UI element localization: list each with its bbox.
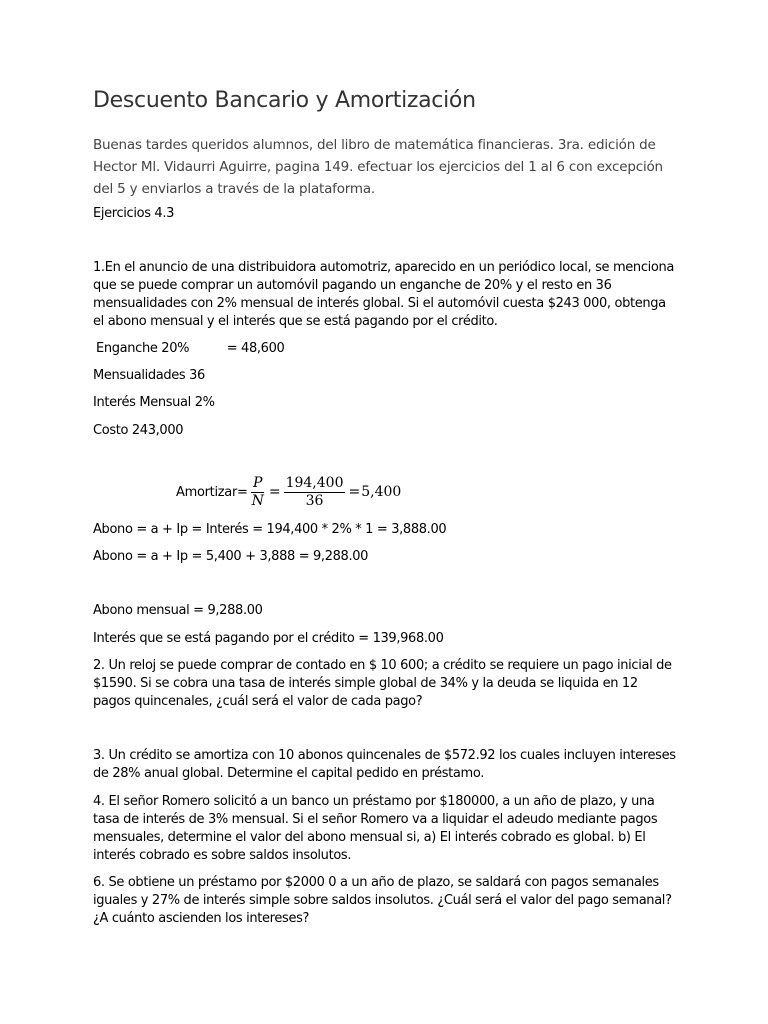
exercise-3-statement: 3. Un crédito se amortiza con 10 abonos quincenales de $572.92 los cuales incluyen intereses de 28% anual global. Determine el capital pedido en préstamo. — [93, 748, 676, 781]
fraction-numerator-value: 194,400 — [285, 474, 344, 491]
page-title: Descuento Bancario y Amortización — [93, 88, 476, 113]
abono-formula-2: Abono = a + Ip = 5,400 + 3,888 = 9,288.00 — [93, 549, 369, 564]
section-heading: Ejercicios 4.3 — [93, 206, 175, 221]
abono-mensual: Abono mensual = 9,288.00 — [93, 603, 263, 618]
exercise-2-statement: 2. Un reloj se puede comprar de contado en $ 10 600; a crédito se requiere un pago inicial de $1590. Si se cobra una tasa de interés simple global de 34% y la deuda se liquida en 12 pagos quincenales, ¿cuál será el valor de cada pago? — [93, 658, 672, 709]
formula-label: Amortizar= — [176, 484, 248, 500]
interes-line: Interés Mensual 2% — [93, 395, 215, 410]
intro-paragraph: Buenas tardes queridos alumnos, del libro de matemática financieras. 3ra. edición de Hector Ml. Vidaurri Aguirre, pagina 149. efectuar los ejercicios del 1 al 6 con excepción del 5 y enviarlos a través de la plataforma. — [93, 137, 663, 197]
fraction-pn — [250, 475, 266, 510]
fraction-denominator-value: 36 — [305, 492, 324, 509]
costo-line: Costo 243,000 — [93, 423, 184, 438]
enganche-value: = 48,600 — [226, 341, 285, 356]
exercise-6-statement: 6. Se obtiene un préstamo por $2000 0 a un año de plazo, se saldará con pagos semanales iguales y 27% de interés simple sobre saldos insolutos. ¿Cuál será el valor del pago semanal? ¿A cuánto ascienden los intereses? — [93, 875, 672, 926]
interes-credito: Interés que se está pagando por el crédito = 139,968.00 — [93, 631, 444, 646]
exercise-1-statement: 1.En el anuncio de una distribuidora automotriz, aparecido en un periódico local, se menciona que se puede comprar un automóvil pagando un enganche de 20% y el resto en 36 mensualidades con 2% mensual de interés global. Si el automóvil cuesta $243 000, obtenga el abono mensual y el interés que se está pagando por el crédito. — [93, 260, 674, 329]
formula-result: 5,400 — [361, 484, 402, 500]
enganche-label: Enganche 20% — [96, 341, 190, 356]
equals-sign: = — [268, 484, 281, 500]
enganche-line — [96, 340, 681, 358]
mensualidades-line: Mensualidades 36 — [93, 368, 205, 383]
abono-formula-1: Abono = a + Ip = Interés = 194,400 * 2% * 1 = 3,888.00 — [93, 522, 447, 537]
fraction-numerator-var: P — [253, 474, 263, 491]
amortization-formula — [176, 473, 401, 511]
fraction-values — [284, 475, 346, 510]
exercise-4-statement: 4. El señor Romero solicitó a un banco un préstamo por $180000, a un año de plazo, y una tasa de interés de 3% mensual. Si el señor Romero va a liquidar el adeudo mediante pagos mensuales, determine el valor del abono mensual si, a) El interés cobrado es global. b) El interés cobrado es sobre saldos insolutos. — [93, 794, 658, 863]
equals-sign-2: = — [348, 484, 361, 500]
fraction-denominator-var: N — [251, 492, 264, 509]
